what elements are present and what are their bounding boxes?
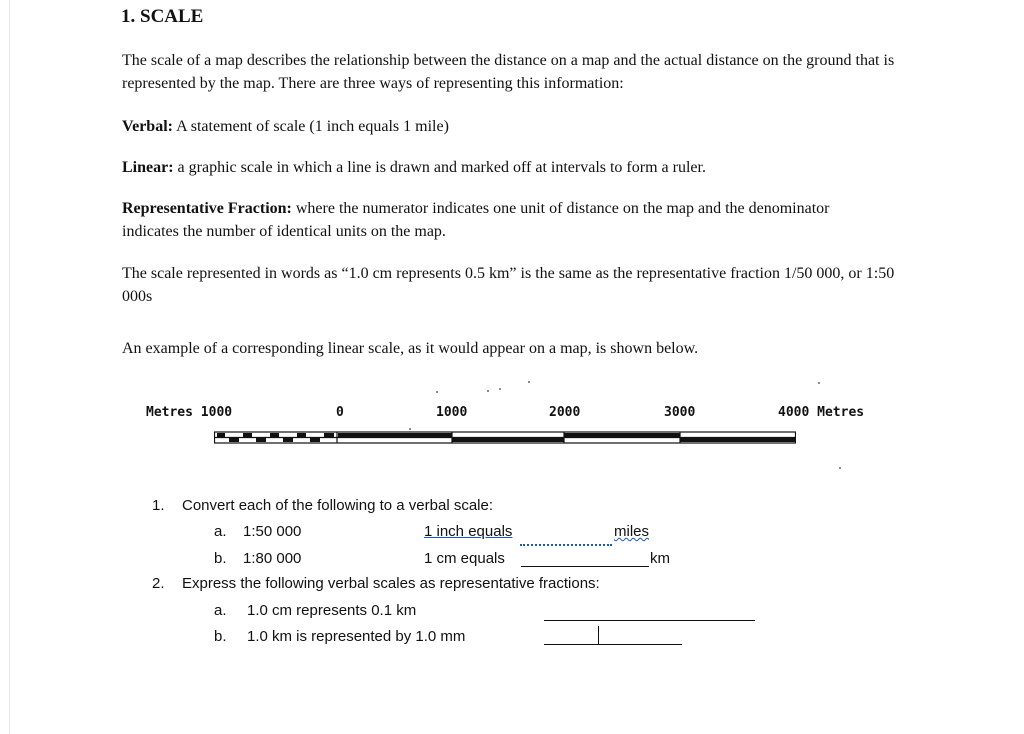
verbal-definition	[122, 115, 922, 138]
scale-label-3000: 3000	[664, 405, 696, 420]
rf-definition	[122, 197, 862, 243]
q2b-text: 1.0 km is represented by 1.0 mm	[247, 628, 466, 645]
linear-text: a graphic scale in which a line is drawn and marked off at intervals to form a ruler.	[173, 159, 706, 176]
scan-speck	[499, 388, 501, 390]
scan-speck	[436, 391, 438, 393]
rf-term: Representative Fraction:	[122, 200, 292, 217]
scan-speck	[528, 381, 530, 383]
scale-label-1000: 1000	[436, 405, 468, 420]
verbal-text: A statement of scale (1 inch equals 1 mile)	[172, 118, 449, 135]
intro-paragraph: The scale of a map describes the relationship between the distance on a map and the actual distance on the ground that is represented by the map. There are three ways of representing this information:	[122, 52, 895, 92]
scale-label-4000-metres: 4000 Metres	[778, 405, 865, 420]
linear-term: Linear:	[122, 159, 174, 176]
linear-definition	[122, 156, 922, 179]
q1-number: 1.	[152, 497, 165, 514]
q1b-letter: b.	[214, 550, 227, 567]
rf-text: where the numerator indicates one unit of distance on the map and the denominator indicates the number of identical units on the map.	[122, 200, 830, 240]
q1a-phrase: 1 inch equals	[424, 523, 513, 540]
q2a-text: 1.0 cm represents 0.1 km	[247, 602, 417, 619]
q1b-unit: km	[650, 550, 670, 567]
scale-label-metres-1000: Metres 1000	[146, 405, 233, 420]
q1b-phrase: 1 cm equals	[424, 550, 505, 567]
scan-speck	[487, 390, 489, 392]
scale-example-paragraph: The scale represented in words as “1.0 cm represents 0.5 km” is the same as the representative fraction 1/50 000, or 1:50 000s	[122, 265, 895, 305]
q1a-ratio: 1:50 000	[243, 523, 302, 540]
scan-speck	[409, 428, 411, 430]
q1-text: Convert each of the following to a verbal scale:	[182, 497, 494, 514]
q2a-letter: a.	[214, 602, 227, 619]
q2-text: Express the following verbal scales as representative fractions:	[182, 575, 600, 592]
q1b-answer-blank[interactable]	[521, 566, 649, 567]
scan-speck	[839, 467, 841, 469]
linear-scale-bar	[214, 431, 796, 445]
q1a-letter: a.	[214, 523, 227, 540]
verbal-term: Verbal:	[122, 118, 173, 135]
linear-example-paragraph: An example of a corresponding linear scale, as it would appear on a map, is shown below.	[122, 340, 699, 357]
q1a-answer-blank[interactable]	[520, 540, 612, 546]
q2b-answer-blank[interactable]	[544, 644, 682, 645]
scale-label-2000: 2000	[549, 405, 581, 420]
text-cursor	[598, 626, 599, 644]
q1a-unit: miles	[614, 523, 650, 540]
q1b-ratio: 1:80 000	[243, 550, 302, 567]
q2b-letter: b.	[214, 628, 227, 645]
section-heading: 1. SCALE	[121, 6, 204, 27]
page-left-border	[9, 0, 10, 734]
scale-label-zero: 0	[336, 405, 344, 420]
scan-speck	[818, 382, 820, 384]
q2-number: 2.	[152, 575, 165, 592]
q2a-answer-blank[interactable]	[544, 620, 755, 621]
